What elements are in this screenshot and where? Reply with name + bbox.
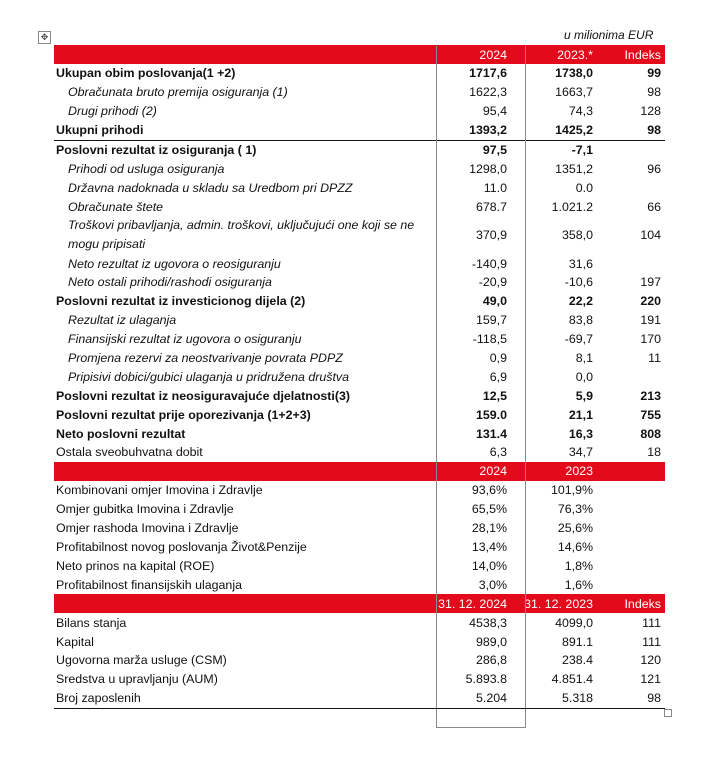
value-2024: 286,8 <box>475 653 507 668</box>
row-label: Poslovni rezultat prije oporezivanja (1+2+3) <box>56 407 311 422</box>
row-label: Finansijski rezultat iz ugovora o osiguranju <box>68 332 302 347</box>
value-index: 808 <box>640 426 661 441</box>
value-2023: 1425,2 <box>555 123 593 138</box>
value-index: 98 <box>647 691 661 706</box>
value-2023: 891.1 <box>561 634 593 649</box>
value-2023: 1,6% <box>564 577 593 592</box>
table-row <box>54 349 665 368</box>
table-row <box>54 538 665 557</box>
value-2024: 28,1% <box>471 521 507 536</box>
value-index: 98 <box>647 123 661 138</box>
table-resize-handle-icon[interactable] <box>664 709 672 717</box>
table-row <box>54 556 665 575</box>
header-col-2024: 2024 <box>479 464 507 479</box>
value-index: 11 <box>648 351 661 366</box>
value-index: 18 <box>647 445 661 460</box>
table-row <box>54 651 665 670</box>
row-label: Sredstva u upravljanju (AUM) <box>56 672 218 687</box>
table-row <box>54 178 665 197</box>
value-2024: 14,0% <box>471 558 507 573</box>
row-label: Neto ostali prihodi/rashodi osiguranja <box>68 275 272 290</box>
table-row <box>54 481 665 500</box>
row-label: Profitabilnost finansijskih ulaganja <box>56 577 242 592</box>
table-move-handle-icon[interactable]: ✥ <box>38 31 51 44</box>
table-row <box>54 689 665 708</box>
value-index: 755 <box>640 407 661 422</box>
table-row <box>54 424 665 443</box>
value-2024: 49,0 <box>482 294 507 309</box>
table-row <box>54 519 665 538</box>
value-index: 220 <box>640 294 661 309</box>
value-2024: 97,5 <box>482 143 507 157</box>
value-2024: 65,5% <box>471 502 507 517</box>
value-2024: 0,9 <box>489 351 507 366</box>
header-col-index: Indeks <box>624 596 661 611</box>
value-index: 66 <box>647 199 661 214</box>
row-label: Poslovni rezultat iz investicionog dijela (2) <box>56 294 306 309</box>
row-label: Obračunate štete <box>68 199 164 214</box>
value-2023: 83,8 <box>568 313 593 328</box>
value-2023: 1351,2 <box>555 161 593 176</box>
value-2024: 1298,0 <box>469 161 507 176</box>
row-label: Profitabilnost novog poslovanja Život&Penzije <box>56 540 307 555</box>
header-col-2023: 2023 <box>565 464 593 479</box>
value-index: 104 <box>640 228 661 243</box>
value-2023: 14,6% <box>557 540 593 555</box>
row-label: Obračunata bruto premija osiguranja (1) <box>68 85 288 100</box>
row-label: Bilans stanja <box>56 615 127 630</box>
row-label: Omjer rashoda Imovina i Zdravlje <box>56 521 239 536</box>
value-2023: 5,9 <box>575 388 593 403</box>
table-row <box>54 102 665 121</box>
unit-note: u milionima EUR <box>564 28 654 42</box>
value-index: 111 <box>642 615 661 630</box>
value-2024: 159,7 <box>475 313 507 328</box>
table-row <box>54 575 665 594</box>
table-row <box>54 386 665 405</box>
value-2024: 95,4 <box>482 104 507 119</box>
header-col-2024: 2024 <box>479 47 507 62</box>
row-label: Promjena rezervi za neostvarivanje povrata PDPZ <box>68 351 343 366</box>
row-label: Državna nadoknada u skladu sa Uredbom pri DPZZ <box>68 180 353 195</box>
table-row <box>54 613 665 632</box>
row-label: Neto poslovni rezultat <box>56 426 186 441</box>
header-col-index: Indeks <box>624 47 661 62</box>
table-row <box>54 405 665 424</box>
value-2024: 3,0% <box>478 577 507 592</box>
row-label: Ukupni prihodi <box>56 123 144 138</box>
row-label: Omjer gubitka Imovina i Zdravlje <box>56 502 234 517</box>
row-label: Kombinovani omjer Imovina i Zdravlje <box>56 483 263 498</box>
value-2024: -140,9 <box>471 256 507 271</box>
value-2024: 11.0 <box>483 180 507 195</box>
row-label: Ugovorna marža usluge (CSM) <box>56 653 227 668</box>
row-label: Broj zaposlenih <box>56 691 141 706</box>
section2-header <box>54 462 665 481</box>
table-row <box>54 159 665 178</box>
value-index: 121 <box>640 672 661 687</box>
table-row <box>54 670 665 689</box>
value-2024: 1622,3 <box>469 85 507 100</box>
value-2024: 1393,2 <box>469 123 507 138</box>
row-label: Prihodi od usluga osiguranja <box>68 161 225 176</box>
value-2024: 370,9 <box>475 228 507 243</box>
value-2023: 238.4 <box>561 653 593 668</box>
value-2024: 4538,3 <box>469 615 507 630</box>
value-index: 213 <box>640 388 661 403</box>
table-row <box>54 197 665 216</box>
value-2024: 5.893.8 <box>465 672 507 687</box>
value-2024: -118,5 <box>472 332 507 347</box>
row-label: Ukupan obim poslovanja(1 +2) <box>56 66 236 81</box>
table-row <box>54 64 665 83</box>
table-row <box>54 140 665 160</box>
table-row <box>54 83 665 102</box>
value-2023: -7,1 <box>571 143 593 157</box>
value-2023: 0.0 <box>575 180 593 195</box>
value-index: 111 <box>642 634 661 649</box>
value-2024: 13,4% <box>471 540 507 555</box>
value-index: 170 <box>640 332 661 347</box>
table-row <box>54 330 665 349</box>
value-2023: 101,9% <box>550 483 593 498</box>
section3-header <box>54 594 665 613</box>
value-2023: 0,0 <box>575 369 593 384</box>
value-2023: -69,7 <box>564 332 593 347</box>
value-2023: 8,1 <box>575 351 593 366</box>
value-index: 120 <box>640 653 661 668</box>
value-2024: -20,9 <box>478 275 507 290</box>
value-2024: 6,9 <box>489 369 507 384</box>
value-2024: 6,3 <box>489 445 507 460</box>
header-col-date-2023: 31. 12. 2023 <box>524 596 593 611</box>
row-label: Kapital <box>56 634 94 649</box>
row-label: Poslovni rezultat iz neosiguravajuće djelatnosti(3) <box>56 388 350 403</box>
value-2024: 93,6% <box>471 483 507 498</box>
value-2023: -10,6 <box>564 275 593 290</box>
row-label: Ostala sveobuhvatna dobit <box>56 445 203 460</box>
table-row <box>54 443 665 462</box>
value-2024: 159.0 <box>475 407 507 422</box>
header-col-date-2024: 31. 12. 2024 <box>438 596 507 611</box>
value-2023: 76,3% <box>557 502 593 517</box>
value-2023: 4099,0 <box>555 615 593 630</box>
financial-table <box>54 45 665 708</box>
table-row <box>54 121 665 140</box>
value-2023: 1,8% <box>564 558 593 573</box>
row-label: Neto rezultat iz ugovora o reosiguranju <box>68 256 281 271</box>
table-row <box>54 311 665 330</box>
row-label: Rezultat iz ulaganja <box>68 313 177 328</box>
value-2023: 1738,0 <box>555 66 593 81</box>
value-2024: 5.204 <box>475 691 507 706</box>
table-row <box>54 632 665 651</box>
row-label: Troškovi pribavljanja, admin. troškovi, uključujući one koji se ne mogu pripisati <box>68 218 415 252</box>
value-2023: 21,1 <box>568 407 593 422</box>
value-index: 98 <box>647 85 661 100</box>
table-row <box>54 216 665 254</box>
value-2023: 34,7 <box>568 445 593 460</box>
row-label: Drugi prihodi (2) <box>68 104 157 119</box>
row-label: Pripisivi dobici/gubici ulaganja u pridružena društva <box>68 369 350 384</box>
table-bottom-border <box>54 708 665 709</box>
row-label: Poslovni rezultat iz osiguranja ( 1) <box>56 143 257 157</box>
value-2023: 16,3 <box>568 426 593 441</box>
table-row <box>54 273 665 292</box>
value-2024: 131.4 <box>475 426 507 441</box>
section1-header <box>54 45 665 64</box>
value-2023: 5.318 <box>561 691 593 706</box>
value-2024: 1717,6 <box>469 66 507 81</box>
value-index: 197 <box>640 275 661 290</box>
value-2023: 358,0 <box>561 228 593 243</box>
value-2023: 4.851.4 <box>551 672 593 687</box>
header-col-2023: 2023.* <box>557 47 593 62</box>
value-2023: 31,6 <box>568 256 593 271</box>
table-row <box>54 500 665 519</box>
row-label: Neto prinos na kapital (ROE) <box>56 558 215 573</box>
table-row <box>54 254 665 273</box>
value-2023: 25,6% <box>557 521 593 536</box>
value-index: 96 <box>647 161 661 176</box>
value-2023: 74,3 <box>568 104 593 119</box>
value-2024: 989,0 <box>475 634 507 649</box>
value-index: 128 <box>640 104 661 119</box>
table-row <box>54 292 665 311</box>
value-2023: 1663,7 <box>555 85 593 100</box>
value-2024: 12,5 <box>482 388 507 403</box>
value-index: 191 <box>640 313 661 328</box>
table-row <box>54 367 665 386</box>
value-index: 99 <box>647 66 661 81</box>
value-2024: 678.7 <box>475 199 507 214</box>
value-2023: 22,2 <box>568 294 593 309</box>
value-2023: 1.021.2 <box>551 199 593 214</box>
